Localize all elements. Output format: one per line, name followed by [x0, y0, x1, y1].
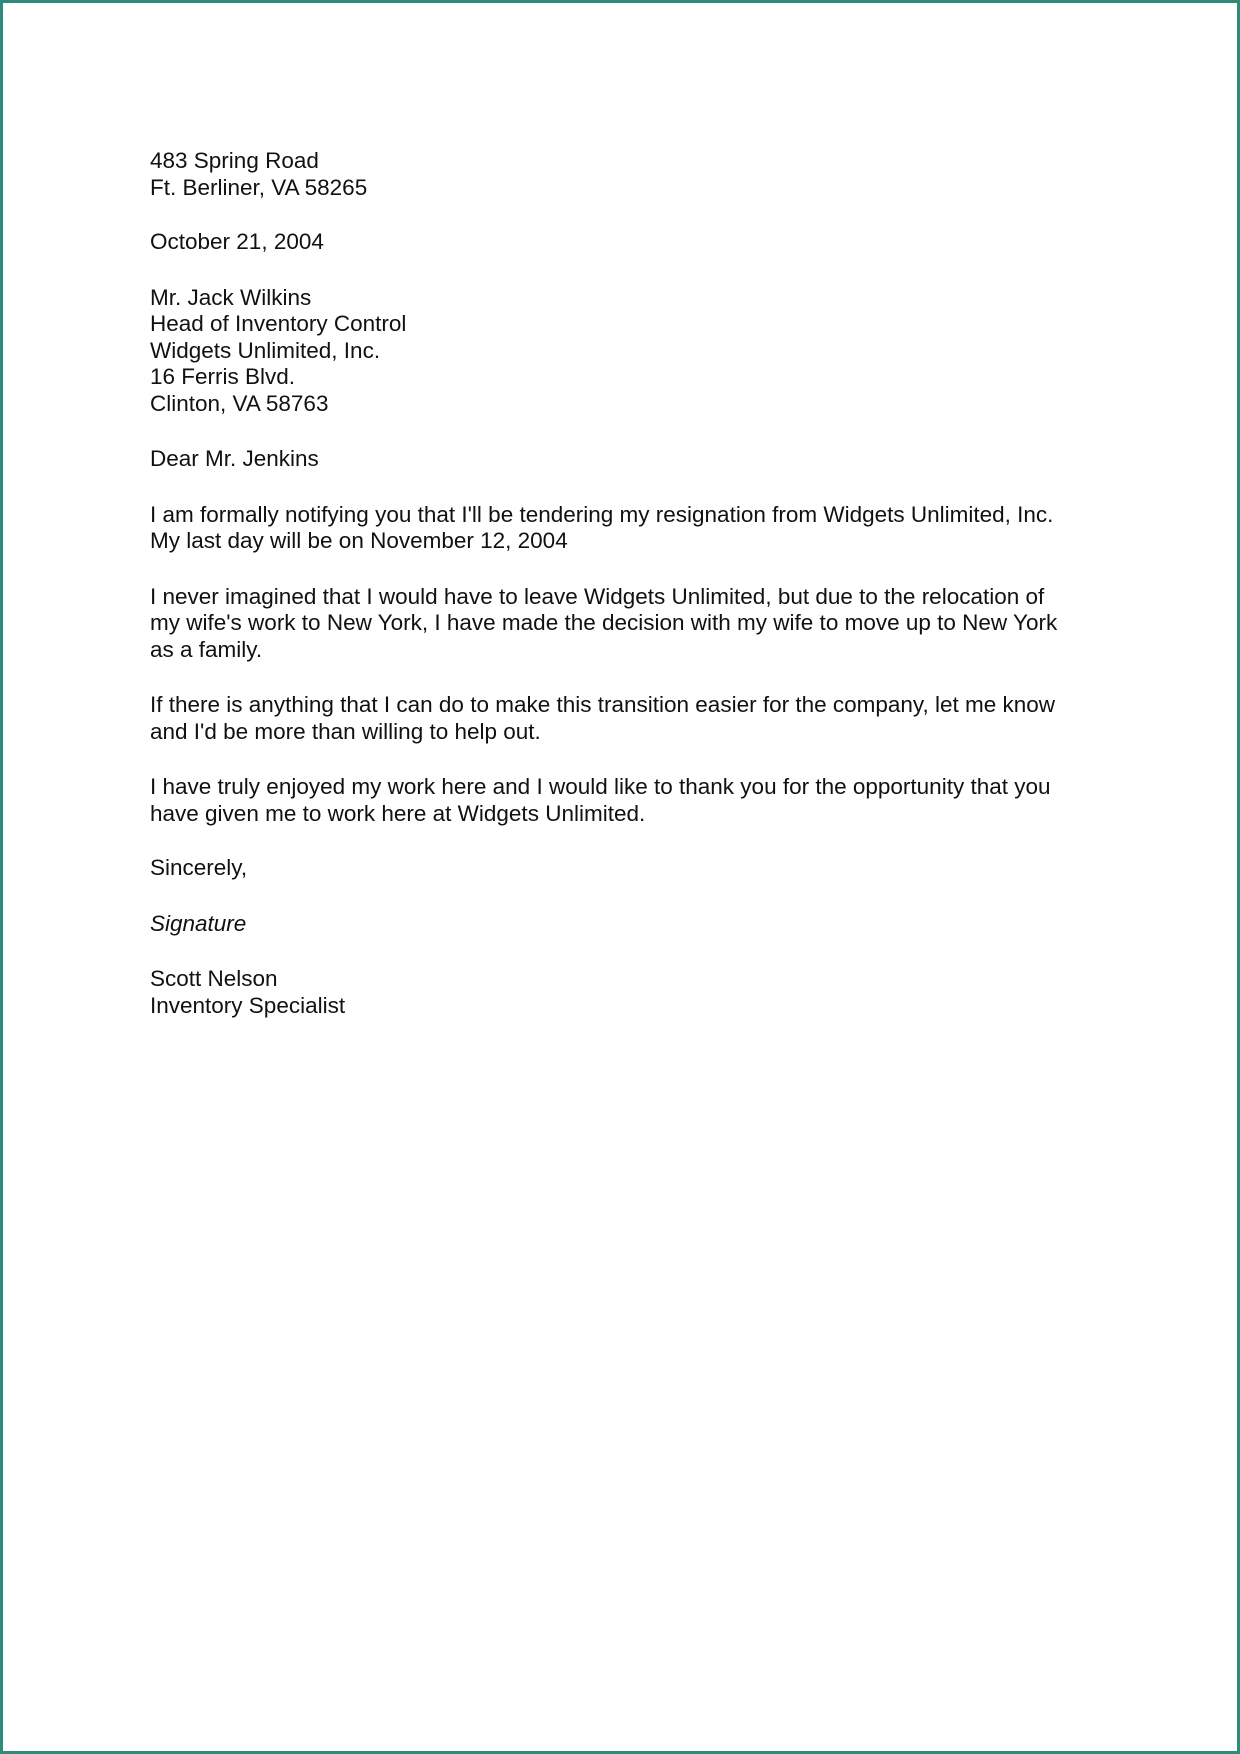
salutation: Dear Mr. Jenkins [150, 446, 319, 471]
sender-city-line: Ft. Berliner, VA 58265 [150, 174, 368, 200]
paragraph-line: I never imagined that I would have to leave Widgets Unlimited, but due to the relocation of [150, 583, 1045, 609]
paragraph-line: If there is anything that I can do to make this transition easier for the company, let me know [150, 692, 1056, 717]
paragraph-line: and I'd be more than willing to help out. [150, 718, 541, 744]
paragraph-line: as a family. [150, 636, 263, 662]
sender-street: 483 Spring Road [150, 148, 319, 173]
recipient-company: Widgets Unlimited, Inc. [150, 337, 381, 363]
recipient-city-line: Clinton, VA 58763 [150, 390, 329, 416]
paragraph-line: my wife's work to New York, I have made the decision with my wife to move up to New York [150, 610, 1058, 635]
closing-block [150, 855, 1090, 882]
paragraph [150, 774, 1090, 827]
recipient-street: 16 Ferris Blvd. [150, 364, 296, 389]
signer-title: Inventory Specialist [150, 992, 346, 1018]
recipient-address [150, 285, 1090, 418]
signature-block [150, 911, 1090, 938]
closing: Sincerely, [150, 855, 248, 880]
letter-body [150, 148, 1090, 1019]
paragraph [150, 502, 1090, 555]
paragraph-line: have given me to work here at Widgets Unlimited. [150, 800, 646, 826]
paragraph-line: I am formally notifying you that I'll be tendering my resignation from Widgets Unlimited, Inc. [150, 501, 1054, 527]
paragraph-line: My last day will be on November 12, 2004 [150, 528, 568, 553]
recipient-title: Head of Inventory Control [150, 311, 407, 336]
signer-name: Scott Nelson [150, 966, 278, 991]
paragraph [150, 584, 1090, 664]
paragraph [150, 692, 1090, 745]
signer-block [150, 966, 1090, 1019]
salutation-block [150, 446, 1090, 473]
letter-date: October 21, 2004 [150, 229, 324, 254]
recipient-name: Mr. Jack Wilkins [150, 284, 312, 310]
sender-address [150, 148, 1090, 201]
signature: Signature [150, 910, 247, 936]
letter-date-block [150, 229, 1090, 256]
paragraph-line: I have truly enjoyed my work here and I would like to thank you for the opportunity that you [150, 774, 1051, 799]
